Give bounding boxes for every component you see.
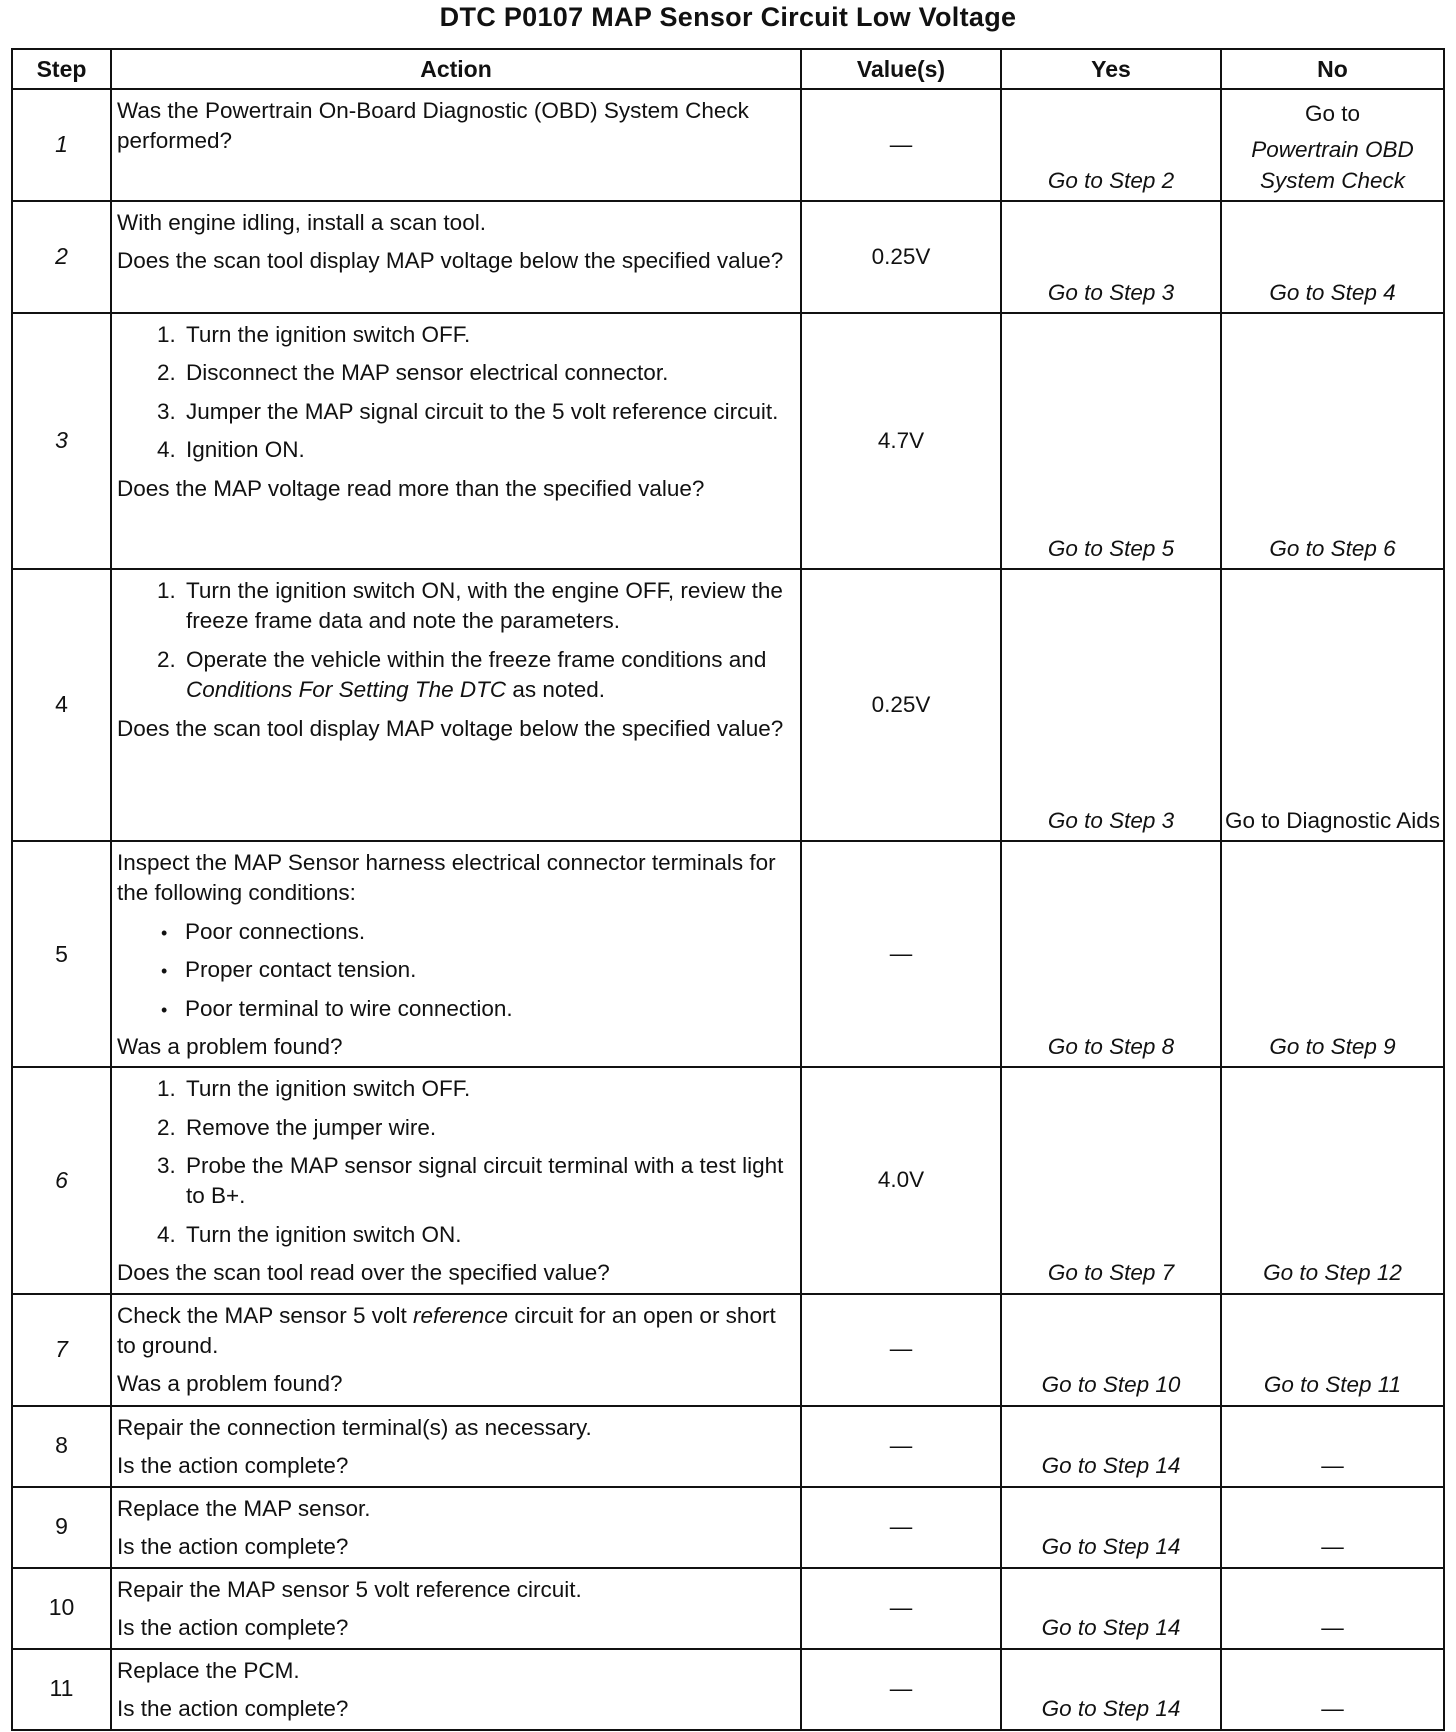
action-step: 3. Probe the MAP sensor signal circuit terminal with a test light to B+. (182, 1151, 792, 1212)
no-cell: Go to Diagnostic Aids (1221, 569, 1444, 841)
yes-cell: Go to Step 3 (1001, 201, 1221, 313)
value-cell: — (801, 1294, 1001, 1406)
action-text-emphasis: reference (413, 1302, 509, 1328)
action-cell (111, 313, 801, 569)
action-step: 3. Jumper the MAP signal circuit to the 5 volt reference circuit. (182, 397, 792, 427)
condition-item: • Poor connections. (157, 917, 792, 947)
action-question: Does the MAP voltage read more than the specified value? (117, 475, 705, 501)
table-row (12, 89, 1444, 201)
action-steps (117, 320, 792, 466)
table-row (12, 313, 1444, 569)
condition-item: • Poor terminal to wire connection. (157, 994, 792, 1024)
step-number: 8 (12, 1406, 111, 1487)
header-step: Step (12, 49, 111, 89)
yes-cell: Go to Step 7 (1001, 1067, 1221, 1293)
action-step (182, 645, 792, 706)
action-step-link: Conditions For Setting The DTC (186, 677, 507, 703)
table-row (12, 1406, 1444, 1487)
action-question: Is the action complete? (117, 1452, 349, 1478)
no-cell-link: Powertrain OBD System Check (1251, 137, 1414, 193)
action-question: Is the action complete? (117, 1533, 349, 1559)
no-cell: Go to Step 6 (1221, 313, 1444, 569)
header-values: Value(s) (801, 49, 1001, 89)
value-cell: — (801, 841, 1001, 1067)
no-cell-head: Go to (1304, 100, 1361, 126)
yes-cell: Go to Step 3 (1001, 569, 1221, 841)
action-cell (111, 1294, 801, 1406)
table-row (12, 1568, 1444, 1649)
action-cell (111, 1568, 801, 1649)
value-cell: — (801, 1487, 1001, 1568)
page-title: DTC P0107 MAP Sensor Circuit Low Voltage (439, 2, 1017, 32)
table-row (12, 841, 1444, 1067)
action-text: Inspect the MAP Sensor harness electrical connector terminals for the following conditions: (117, 850, 776, 906)
action-step-text: Operate the vehicle within the freeze frame conditions and (186, 646, 767, 672)
diagnostic-table (11, 48, 1445, 1731)
step-number: 2 (12, 201, 111, 313)
action-step: 4. Ignition ON. (182, 435, 792, 465)
action-text-part: Check the MAP sensor 5 volt (117, 1302, 407, 1328)
value-cell: 0.25V (801, 569, 1001, 841)
step-number: 6 (12, 1067, 111, 1293)
no-cell: — (1221, 1487, 1444, 1568)
no-cell (1221, 89, 1444, 201)
no-cell: — (1221, 1406, 1444, 1487)
table-row (12, 1294, 1444, 1406)
action-text-part: circuit for an open or short to ground. (117, 1302, 776, 1358)
yes-cell: Go to Step 5 (1001, 313, 1221, 569)
action-step: 1. Turn the ignition switch OFF. (182, 320, 792, 350)
action-step: 1. Turn the ignition switch ON, with the engine OFF, review the freeze frame data and note the parameters. (182, 576, 792, 637)
action-step: 4. Turn the ignition switch ON. (182, 1220, 792, 1250)
action-step: 2. Remove the jumper wire. (182, 1113, 792, 1143)
table-row (12, 569, 1444, 841)
header-yes: Yes (1001, 49, 1221, 89)
action-text: Was the Powertrain On-Board Diagnostic (OBD) System Check performed? (117, 98, 749, 154)
action-text: With engine idling, install a scan tool. (117, 210, 486, 235)
action-cell (111, 201, 801, 313)
step-number: 9 (12, 1487, 111, 1568)
header-action: Action (111, 49, 801, 89)
condition-item: • Proper contact tension. (157, 955, 792, 985)
action-question: Was a problem found? (117, 1371, 343, 1397)
step-number: 3 (12, 313, 111, 569)
value-cell: — (801, 89, 1001, 201)
header-row (12, 49, 1444, 89)
yes-cell: Go to Step 10 (1001, 1294, 1221, 1406)
action-text: Repair the MAP sensor 5 volt reference circuit. (117, 1576, 582, 1602)
value-cell: 4.7V (801, 313, 1001, 569)
yes-cell: Go to Step 2 (1001, 89, 1221, 201)
value-cell: 4.0V (801, 1067, 1001, 1293)
table-row (12, 1649, 1444, 1730)
value-cell: 0.25V (801, 201, 1001, 313)
value-cell: — (801, 1406, 1001, 1487)
yes-cell: Go to Step 8 (1001, 841, 1221, 1067)
yes-cell: Go to Step 14 (1001, 1649, 1221, 1730)
action-text: Replace the MAP sensor. (117, 1495, 371, 1521)
table-row (12, 201, 1444, 313)
action-cell (111, 569, 801, 841)
action-cell (111, 89, 801, 201)
table-row (12, 1487, 1444, 1568)
no-cell: — (1221, 1568, 1444, 1649)
step-number: 10 (12, 1568, 111, 1649)
step-number: 11 (12, 1649, 111, 1730)
action-question: Is the action complete? (117, 1695, 349, 1721)
step-number: 5 (12, 841, 111, 1067)
step-number: 1 (12, 89, 111, 201)
no-cell: Go to Step 12 (1221, 1067, 1444, 1293)
action-steps (117, 1074, 792, 1250)
action-question: Does the scan tool display MAP voltage below the specified value? (117, 715, 784, 741)
step-number: 7 (12, 1294, 111, 1406)
no-cell: — (1221, 1649, 1444, 1730)
action-cell (111, 841, 801, 1067)
action-steps (117, 576, 792, 706)
condition-list (117, 917, 792, 1024)
action-cell (111, 1487, 801, 1568)
action-text: Replace the PCM. (117, 1657, 300, 1683)
no-cell: Go to Step 11 (1221, 1294, 1444, 1406)
yes-cell: Go to Step 14 (1001, 1568, 1221, 1649)
no-cell: Go to Step 4 (1221, 201, 1444, 313)
value-cell: — (801, 1568, 1001, 1649)
action-question: Was a problem found? (117, 1033, 343, 1059)
yes-cell: Go to Step 14 (1001, 1487, 1221, 1568)
action-question: Does the scan tool display MAP voltage below the specified value? (117, 248, 784, 274)
yes-cell: Go to Step 14 (1001, 1406, 1221, 1487)
step-number: 4 (12, 569, 111, 841)
action-step: 2. Disconnect the MAP sensor electrical connector. (182, 358, 792, 388)
no-cell: Go to Step 9 (1221, 841, 1444, 1067)
action-cell (111, 1067, 801, 1293)
action-cell (111, 1406, 801, 1487)
action-step: 1. Turn the ignition switch OFF. (182, 1074, 792, 1104)
table-row (12, 1067, 1444, 1293)
action-text (117, 1301, 792, 1362)
action-question: Is the action complete? (117, 1614, 349, 1640)
value-cell: — (801, 1649, 1001, 1730)
header-no: No (1221, 49, 1444, 89)
action-cell (111, 1649, 801, 1730)
action-step-text: as noted. (512, 677, 605, 703)
action-text: Repair the connection terminal(s) as necessary. (117, 1414, 592, 1440)
action-question: Does the scan tool read over the specified value? (117, 1260, 610, 1286)
